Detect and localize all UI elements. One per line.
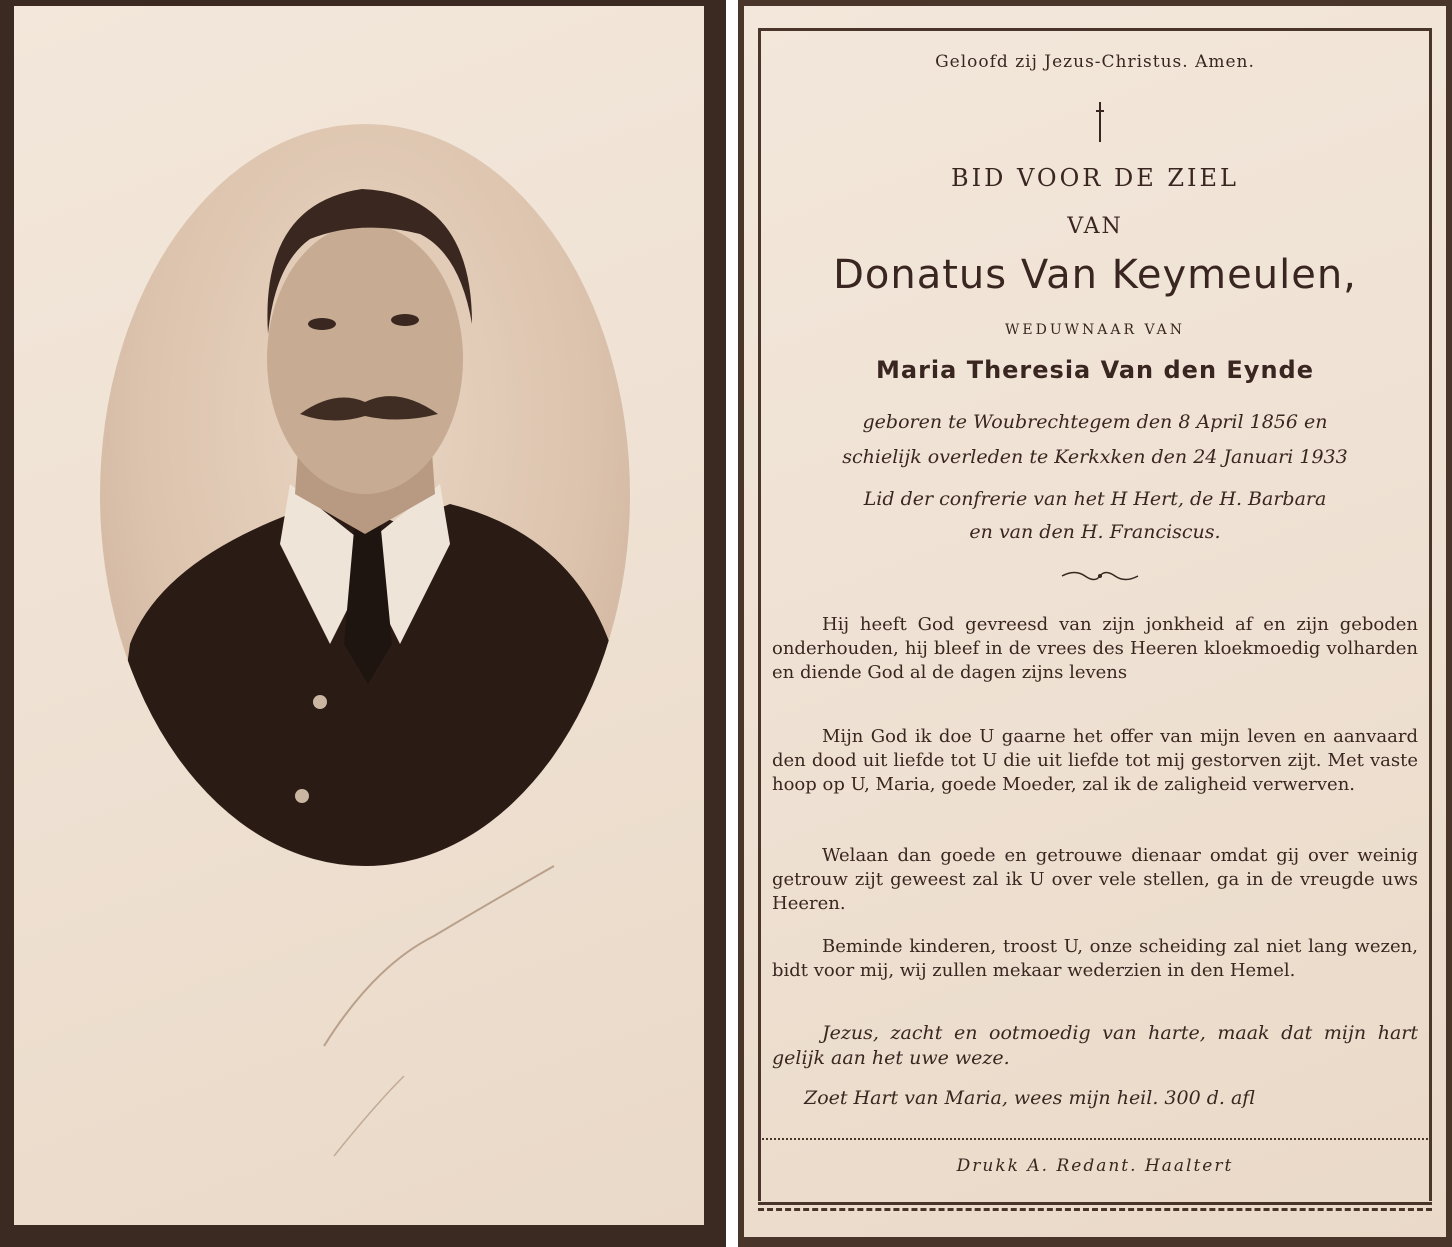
death-line: schielijk overleden te Kerkxken den 24 Januari 1933 [842, 446, 1348, 468]
confraternity-line-1: Lid der confrerie van het H Hert, de H. Barbara [863, 488, 1327, 510]
van-label: VAN [1067, 214, 1123, 239]
left-eye [308, 318, 336, 330]
confraternity-line-2: en van den H. Franciscus. [969, 521, 1221, 543]
paragraph-2: Mijn God ik doe U gaarne het offer van mijn leven en aanvaard den dood uit liefde tot U die uit liefde tot mij gestorven zijt. Met vaste hoop op U, Maria, goede Moeder, zal ik de zaligheid verwerven. [772, 726, 1418, 795]
prayer-heading: BID VOOR DE ZIEL [951, 164, 1239, 192]
face-shape [267, 224, 463, 494]
paper-crease [314, 846, 574, 1166]
portrait-drawing [100, 124, 630, 866]
prayer-maria: Zoet Hart van Maria, wees mijn heil. 300 d. afl [804, 1087, 1255, 1109]
bottom-rule-dashed [758, 1208, 1432, 1211]
paragraph-4: Beminde kinderen, troost U, onze scheiding zal niet lang wezen, bidt voor mij, wij zullen mekaar wederzien in den Hemel. [772, 936, 1418, 981]
memorial-text-card [738, 0, 1452, 1247]
prayer-jesus: Jezus, zacht en ootmoedig van harte, maak dat mijn hart gelijk aan het uwe weze. [772, 1022, 1418, 1069]
dotted-divider [758, 1138, 1432, 1140]
portrait-photo [100, 124, 630, 866]
right-eye [391, 314, 419, 326]
coat-button-1 [313, 695, 327, 709]
deceased-name: Donatus Van Keymeulen, [833, 252, 1357, 298]
printer-credit: Drukk A. Redant. Haaltert [956, 1156, 1234, 1176]
bottom-rule [758, 1202, 1432, 1205]
ornament-divider [1060, 569, 1140, 583]
paragraph-3: Welaan dan goede en getrouwe dienaar omdat gij over weinig getrouw zijt geweest zal ik U over vele stellen, ga in de vreugde uws Heeren. [772, 845, 1418, 914]
spouse-name: Maria Theresia Van den Eynde [876, 356, 1314, 384]
coat-button-2 [295, 789, 309, 803]
header-blessing: Geloofd zij Jezus-Christus. Amen. [935, 52, 1255, 72]
birth-line: geboren te Woubrechtegem den 8 April 1856 en [862, 411, 1328, 433]
widower-label: WEDUWNAAR VAN [1004, 322, 1185, 338]
paragraph-1: Hij heeft God gevreesd van zijn jonkheid af en zijn geboden onderhouden, hij bleef in de vrees des Heeren kloekmoedig volharden en diende God al de dagen zijns levens [772, 614, 1418, 683]
cross-icon [1096, 102, 1104, 142]
